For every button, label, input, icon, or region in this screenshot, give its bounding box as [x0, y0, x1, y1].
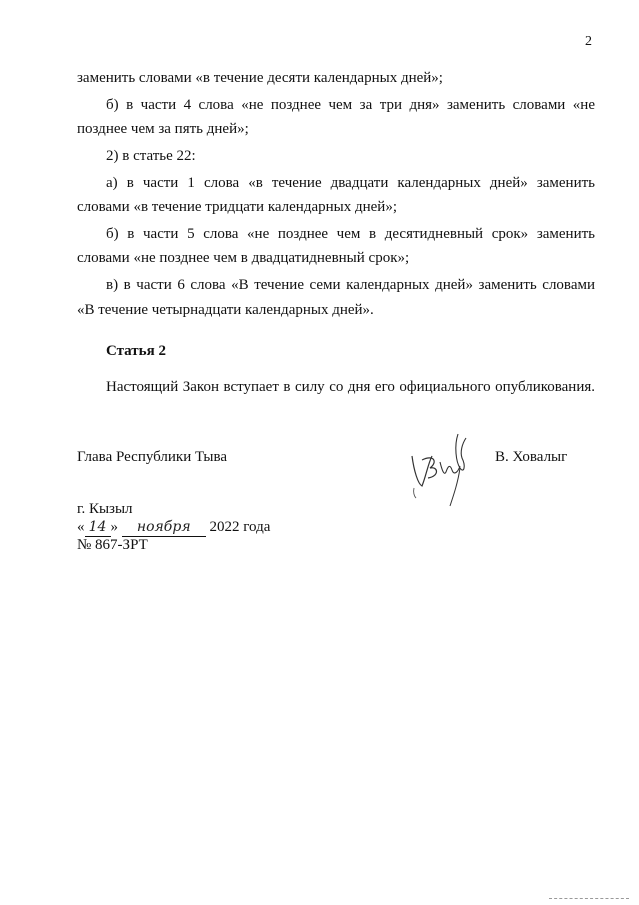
signatory-title: Глава Республики Тыва [77, 449, 228, 465]
date-close-quote: » [110, 519, 118, 535]
body-line-2: б) в части 4 слова «не позднее чем за три дня» заменить словами «не [106, 97, 595, 113]
date-year: 2022 года [209, 519, 271, 535]
place: г. Кызыл [77, 501, 133, 517]
law-number: № 867-ЗРТ [77, 537, 148, 553]
body-line-7: б) в части 5 слова «не позднее чем в десятидневный срок» заменить [106, 226, 595, 242]
body-line-3: позднее чем за пять дней»; [77, 121, 249, 137]
date-day: 14 [88, 519, 107, 535]
body-line-10: «В течение четырнадцати календарных дней». [77, 302, 374, 318]
article-heading: Статья 2 [106, 343, 166, 359]
article-text: Настоящий Закон вступает в силу со дня его официального опубликования. [106, 379, 595, 395]
body-line-6: словами «в течение тридцати календарных дней»; [77, 199, 397, 215]
signing-date [77, 519, 270, 537]
handwritten-signature [404, 426, 476, 510]
date-month: ноября [136, 519, 191, 535]
date-month-field [122, 520, 206, 537]
body-line-5: а) в части 1 слова «в течение двадцати календарных дней» заменить [106, 175, 595, 191]
body-line-8: словами «не позднее чем в двадцатидневный срок»; [77, 250, 410, 266]
footer-divider [549, 898, 629, 899]
body-line-9: в) в части 6 слова «В течение семи календарных дней» заменить словами [106, 277, 595, 293]
page-number: 2 [585, 34, 592, 49]
body-line-1: заменить словами «в течение десяти календарных дней»; [77, 70, 443, 86]
date-open-quote: « [77, 519, 85, 535]
body-line-4: 2) в статье 22: [106, 148, 196, 164]
signatory-name: В. Ховалыг [495, 449, 568, 465]
date-day-field [85, 520, 111, 537]
